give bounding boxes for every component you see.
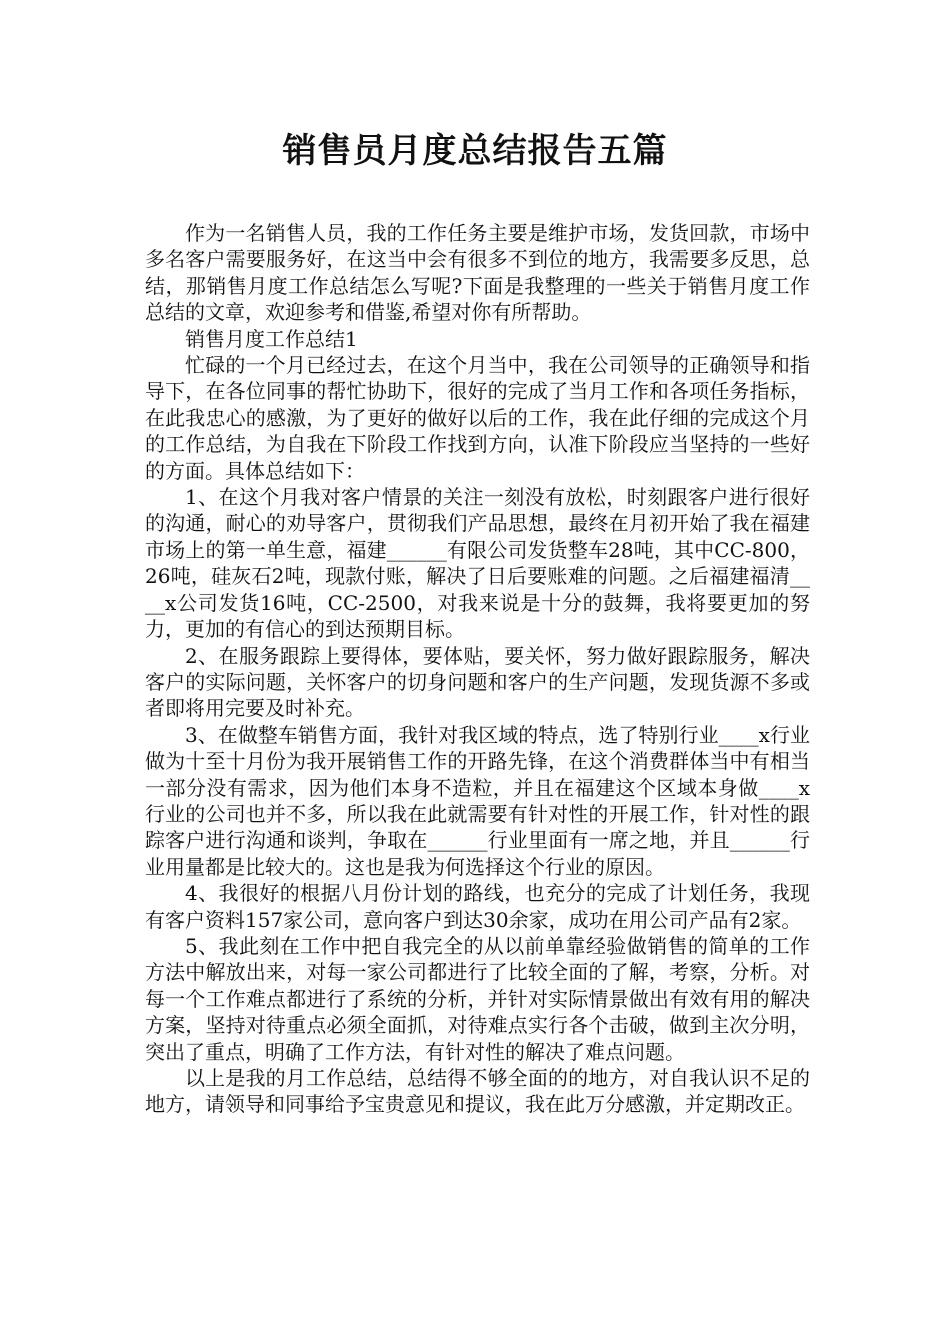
list-paragraph-4: 4、我很好的根据八月份计划的路线，也充分的完成了计划任务，我现有客户资料157家公司，意向客户到达30余家，成功在用公司产品有2家。 bbox=[145, 881, 810, 932]
body-paragraph: 忙碌的一个月已经过去，在这个月当中，我在公司领导的正确领导和指导下，在各位同事的帮忙协助下，很好的完成了当月工作和各项任务指标，在此我忠心的感激，为了更好的做好以后的工作，我在此仔细的完成这个月的工作总结，为自我在下阶段工作找到方向，认准下阶段应当坚持的一些好的方面。具体总结如下： bbox=[145, 353, 810, 483]
document-body bbox=[145, 220, 810, 1118]
list-paragraph-3: 3、在做整车销售方面，我针对我区域的特点，选了特别行业____x行业做为十至十月份为我开展销售工作的开路先锋，在这个消费群体当中有相当一部分没有需求，因为他们本身不造粒，并且在福建这个区域本身做____x行业的公司也并不多，所以我在此就需要有针对性的开展工作，针对性的跟踪客户进行沟通和谈判，争取在______行业里面有一席之地，并且______行业用量都是比较大的。这也是我为何选择这个行业的原因。 bbox=[145, 722, 810, 879]
closing-paragraph: 以上是我的月工作总结，总结得不够全面的的地方，对自我认识不足的地方，请领导和同事给予宝贵意见和提议，我在此万分感激，并定期改正。 bbox=[145, 1066, 810, 1117]
section-heading: 销售月度工作总结1 bbox=[185, 326, 358, 351]
list-paragraph-2: 2、在服务跟踪上要得体，要体贴，要关怀，努力做好跟踪服务，解决客户的实际问题，关怀客户的切身问题和客户的生产问题，发现货源不多或者即将用完要及时补充。 bbox=[145, 643, 810, 721]
document-title: 销售员月度总结报告五篇 bbox=[282, 131, 668, 171]
list-paragraph-5: 5、我此刻在工作中把自我完全的从以前单靠经验做销售的简单的工作方法中解放出来，对每一家公司都进行了比较全面的了解，考察，分析。对每一个工作难点都进行了系统的分析，并针对实际情景做出有效有用的解决方案，坚持对待重点必须全面抓，对待难点实行各个击破，做到主次分明，突出了重点，明确了工作方法，有针对性的解决了难点问题。 bbox=[145, 933, 810, 1064]
intro-paragraph: 作为一名销售人员，我的工作任务主要是维护市场，发货回款，市场中多名客户需要服务好，在这当中会有很多不到位的地方，我需要多反思，总结，那销售月度工作总结怎么写呢?下面是我整理的一些关于销售月度工作总结的文章，欢迎参考和借鉴,希望对你有所帮助。 bbox=[145, 221, 810, 325]
list-paragraph-1: 1、在这个月我对客户情景的关注一刻没有放松，时刻跟客户进行很好的沟通，耐心的劝导客户，贯彻我们产品思想，最终在月初开始了我在福建市场上的第一单生意，福建______有限公司发货整车28吨，其中CC-800，26吨，硅灰石2吨，现款付账，解决了日后要账难的问题。之后福建福清____x公司发货16吨，CC-2500，对我来说是十分的鼓舞，我将要更加的努力，更加的有信心的到达预期目标。 bbox=[145, 485, 810, 642]
